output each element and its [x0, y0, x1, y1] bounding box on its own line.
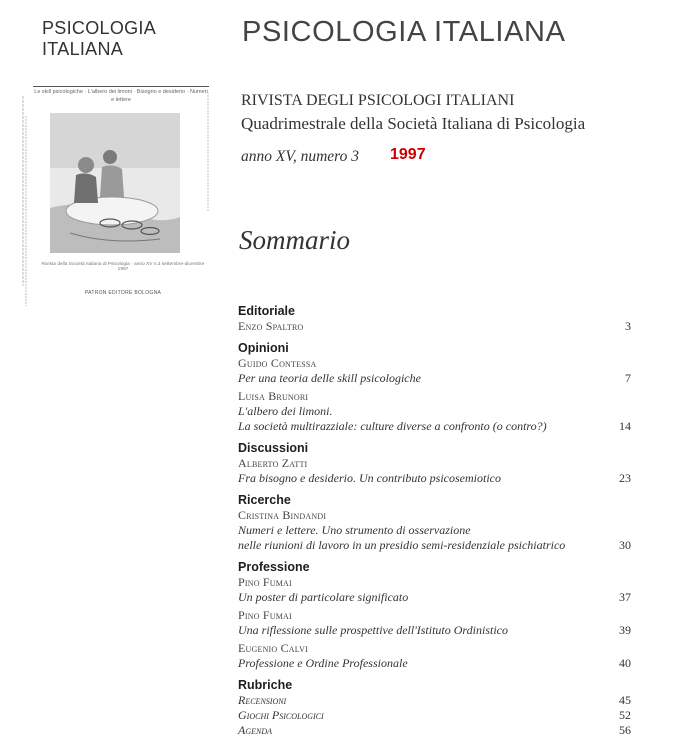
rubric-row: [238, 723, 635, 738]
entry-page: 39: [619, 623, 631, 637]
table-of-contents: [238, 303, 635, 738]
cover-footer: Rivista della Società Italiana di Psicologia · anno XV n.3 settembre-dicembre 1997: [41, 262, 205, 272]
section-heading-editoriale: Editoriale: [238, 304, 295, 318]
entry-author: Pino Fumai: [238, 575, 292, 589]
entry-author: Guido Contessa: [238, 356, 317, 370]
section-heading-ricerche: Ricerche: [238, 493, 291, 507]
toc-entry: [238, 389, 635, 434]
cover-subtitle: Le skill psicologiche · L'albero dei limoni · Bisogno e desiderio · Numeri e lettere: [34, 89, 208, 103]
toc-entry: [238, 608, 635, 638]
issue-year: 1997: [390, 146, 426, 163]
entry-page: 45: [619, 693, 631, 707]
section-heading-opinioni: Opinioni: [238, 341, 289, 355]
entry-title: Una riflessione sulle prospettive dell'Istituto Ordinistico: [238, 623, 508, 637]
entry-title: Fra bisogno e desiderio. Un contributo psicosemiotico: [238, 471, 501, 485]
page-title: PSICOLOGIA ITALIANA: [242, 16, 566, 48]
toc-entry: [238, 575, 635, 605]
entry-title: Un poster di particolare significato: [238, 590, 409, 604]
rubric-label: Giochi Psicologici: [238, 708, 324, 722]
journal-name: RIVISTA DEGLI PSICOLOGI ITALIANI: [241, 92, 515, 109]
cover-side-text: [21, 96, 29, 306]
entry-page: 37: [619, 590, 631, 604]
rubric-label: Recensioni: [238, 693, 287, 707]
entry-page: 7: [625, 371, 631, 385]
entry-author: Enzo Spaltro: [238, 319, 304, 333]
entry-page: 52: [619, 708, 631, 722]
cover-spine-text: [206, 92, 210, 306]
entry-title-cont: La società multirazziale: culture diverse a confronto (o contro?): [238, 419, 547, 433]
entry-title-cont: nelle riunioni di lavoro in un presidio semi-residenziale psichiatrico: [238, 538, 566, 552]
section-heading-rubriche: Rubriche: [238, 678, 293, 692]
cover-title-line2: ITALIANA: [42, 39, 124, 59]
cover-publisher: PATRON EDITORE BOLOGNA: [84, 290, 162, 296]
entry-title: Per una teoria delle skill psicologiche: [238, 371, 421, 385]
toc-entry: [238, 641, 635, 671]
entry-author: Alberto Zatti: [238, 456, 308, 470]
section-heading-discussioni: Discussioni: [238, 441, 309, 455]
entry-page: 3: [625, 319, 631, 333]
cover-title: [42, 18, 156, 60]
entry-page: 23: [619, 471, 631, 485]
entry-author: Pino Fumai: [238, 608, 292, 622]
entry-title: L'albero dei limoni.: [238, 404, 333, 418]
toc-entry: [238, 319, 635, 334]
entry-author: Cristina Bindandi: [238, 508, 327, 522]
entry-page: 14: [619, 419, 631, 433]
entry-author: Eugenio Calvi: [238, 641, 308, 655]
entry-author: Luisa Brunori: [238, 389, 309, 403]
issue-number: anno XV, numero 3: [241, 148, 359, 165]
section-heading-professione: Professione: [238, 560, 310, 574]
toc-heading: Sommario: [239, 225, 351, 255]
toc-entry: [238, 356, 635, 386]
entry-title: Professione e Ordine Professionale: [238, 656, 408, 670]
entry-page: 40: [619, 656, 631, 670]
rubric-row: [238, 708, 635, 723]
toc-entry: [238, 508, 635, 553]
cover-rule: [33, 86, 209, 87]
toc-entry: [238, 456, 635, 486]
entry-title: Numeri e lettere. Uno strumento di osservazione: [238, 523, 471, 537]
entry-page: 30: [619, 538, 631, 552]
rubric-row: [238, 693, 635, 708]
cover-title-line1: PSICOLOGIA: [42, 18, 157, 38]
cover-illustration: [50, 113, 180, 253]
journal-subtitle: Quadrimestrale della Società Italiana di Psicologia: [241, 114, 586, 133]
rubric-label: Agenda: [238, 723, 272, 737]
entry-page: 56: [619, 723, 631, 737]
